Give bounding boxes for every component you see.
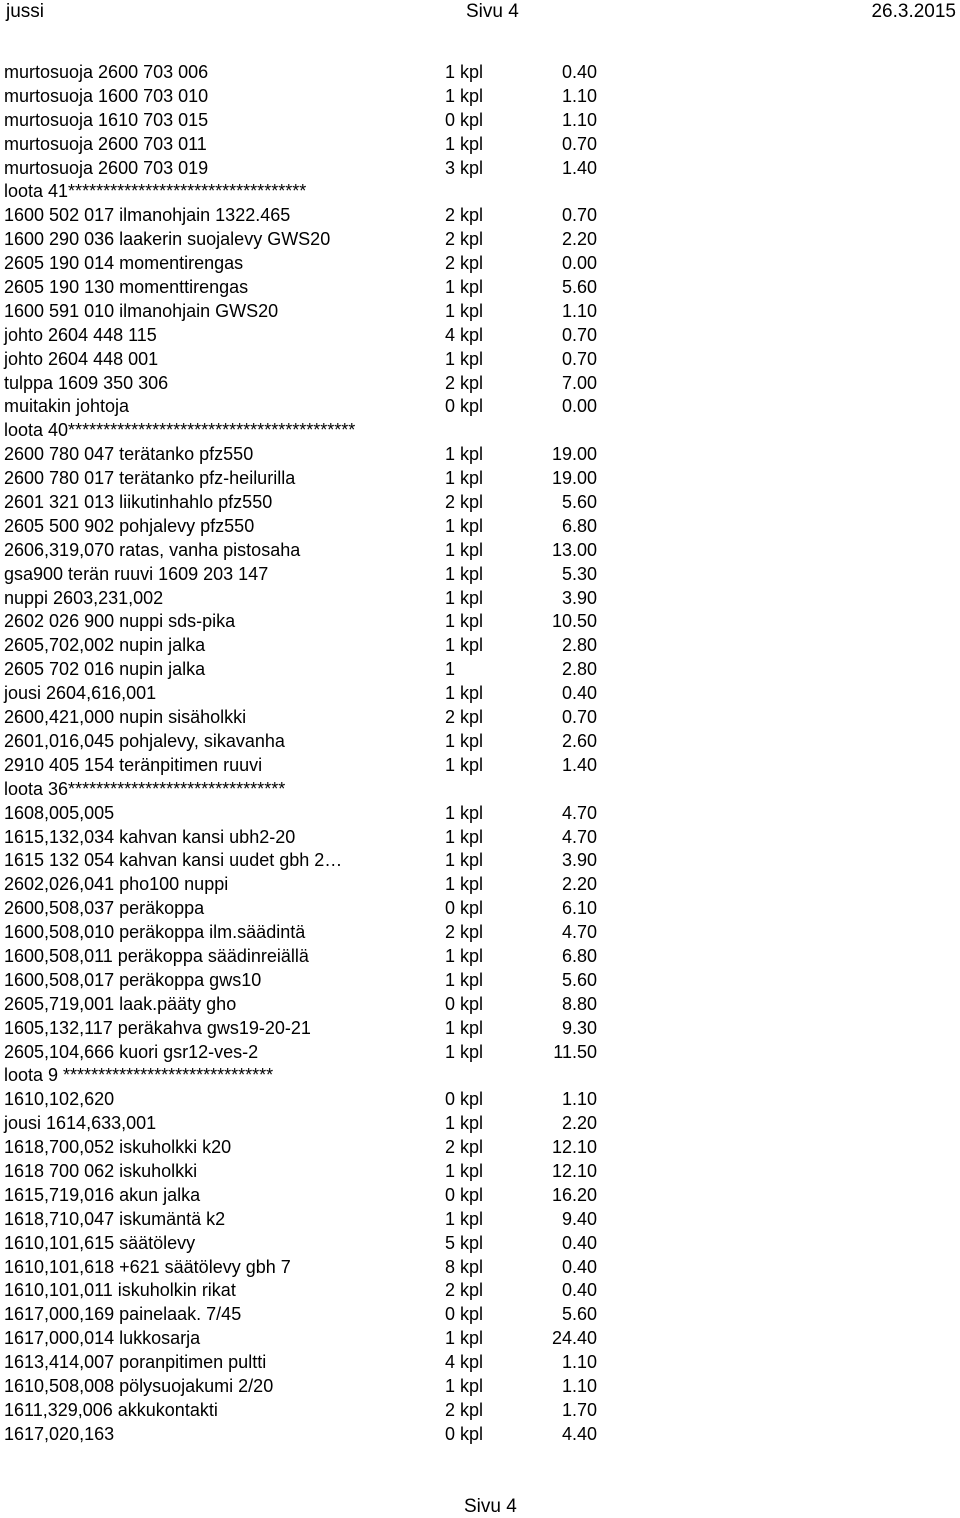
row-quantity: 2 kpl — [445, 205, 484, 226]
table-row — [0, 1423, 960, 1447]
row-price: 1.70 — [561, 1399, 597, 1420]
table-row — [0, 85, 960, 109]
row-description: 2600 780 017 terätanko pfz-heilurilla — [4, 468, 296, 489]
row-price: 5.60 — [561, 492, 597, 513]
row-description: murtosuoja 1610 703 015 — [4, 109, 209, 130]
row-description: 1608,005,005 — [4, 802, 115, 823]
row-price: 4.70 — [561, 802, 597, 823]
row-price: 2.20 — [561, 1113, 597, 1134]
row-description: 2601,016,045 pohjalevy, sikavanha — [4, 730, 285, 751]
row-description: 2605 500 902 pohjalevy pfz550 — [4, 515, 255, 536]
row-description: nuppi 2603,231,002 — [4, 587, 164, 608]
row-description: 2600,508,037 peräkoppa — [4, 898, 205, 919]
row-quantity: 1 kpl — [445, 945, 484, 966]
header-date: 26.3.2015 — [871, 1, 956, 22]
row-quantity: 1 kpl — [445, 635, 484, 656]
row-quantity: 1 kpl — [445, 444, 484, 465]
row-quantity: 2 kpl — [445, 253, 484, 274]
row-description: loota 9 ****************************** — [4, 1065, 274, 1086]
row-price: 12.10 — [551, 1137, 597, 1158]
row-price: 3.90 — [561, 587, 597, 608]
row-description: murtosuoja 2600 703 006 — [4, 62, 209, 82]
row-price: 1.10 — [561, 300, 597, 321]
row-description: 1611,329,006 akkukontakti — [4, 1399, 218, 1420]
row-description: jousi 2604,616,001 — [4, 683, 157, 704]
table-row — [0, 515, 960, 539]
table-row — [0, 276, 960, 300]
row-description: johto 2604 448 115 — [4, 324, 157, 345]
row-quantity: 1 kpl — [445, 300, 484, 321]
row-price: 1.40 — [561, 157, 597, 178]
row-price: 0.40 — [561, 683, 597, 704]
table-row — [0, 634, 960, 658]
table-row — [0, 706, 960, 730]
row-quantity: 2 kpl — [445, 1137, 484, 1158]
row-description: 1613,414,007 poranpitimen pultti — [4, 1352, 267, 1373]
parts-list — [0, 61, 960, 1447]
row-description: loota 40***************************************** — [4, 420, 356, 441]
row-description: muitakin johtoja — [4, 396, 130, 417]
row-description: 1618 700 062 iskuholkki — [4, 1160, 198, 1181]
row-price: 1.10 — [561, 1352, 597, 1373]
row-price: 0.40 — [561, 1256, 597, 1277]
row-description: 2602,026,041 pho100 nuppi — [4, 874, 229, 895]
row-quantity: 1 kpl — [445, 468, 484, 489]
row-price: 11.50 — [553, 1041, 597, 1062]
header-page: Sivu 4 — [466, 1, 519, 22]
row-description: 1610,101,615 säätölevy — [4, 1232, 196, 1253]
row-description: loota 41********************************** — [4, 181, 307, 202]
row-description: 1618,700,052 iskuholkki k20 — [4, 1137, 232, 1158]
row-quantity: 8 kpl — [445, 1256, 484, 1277]
row-description: 1618,710,047 iskumäntä k2 — [4, 1208, 226, 1229]
table-row — [0, 778, 960, 802]
row-quantity: 1 kpl — [445, 62, 484, 82]
row-quantity: 1 kpl — [445, 1160, 484, 1181]
table-row — [0, 348, 960, 372]
table-row — [0, 873, 960, 897]
table-row — [0, 1327, 960, 1351]
row-quantity: 1 kpl — [445, 1017, 484, 1038]
table-row — [0, 395, 960, 419]
row-description: 2605 190 130 momenttirengas — [4, 277, 249, 298]
row-description: murtosuoja 2600 703 011 — [4, 133, 207, 154]
row-quantity: 1 kpl — [445, 850, 484, 871]
table-row — [0, 61, 960, 85]
row-description: 1617,020,163 — [4, 1423, 115, 1444]
row-quantity: 1 kpl — [445, 826, 484, 847]
row-description: 1600,508,017 peräkoppa gws10 — [4, 969, 262, 990]
row-quantity: 1 kpl — [445, 515, 484, 536]
row-description: 2605 190 014 momentirengas — [4, 253, 244, 274]
row-quantity: 0 kpl — [445, 993, 484, 1014]
row-price: 19.00 — [551, 444, 597, 465]
row-quantity: 1 kpl — [445, 133, 484, 154]
table-row — [0, 587, 960, 611]
row-quantity: 1 kpl — [445, 611, 484, 632]
row-quantity: 1 — [445, 659, 456, 680]
row-price: 2.80 — [561, 659, 597, 680]
row-description: 2605,104,666 kuori gsr12-ves-2 — [4, 1041, 259, 1062]
row-price: 0.70 — [561, 707, 597, 728]
row-quantity: 1 kpl — [445, 874, 484, 895]
table-row — [0, 180, 960, 204]
row-description: 1610,101,618 +621 säätölevy gbh 7 — [4, 1256, 291, 1277]
row-price: 1.10 — [561, 1375, 597, 1396]
table-row — [0, 133, 960, 157]
row-price: 4.40 — [561, 1423, 597, 1444]
table-row — [0, 802, 960, 826]
row-description: 2601 321 013 liikutinhahlo pfz550 — [4, 492, 273, 513]
row-quantity: 0 kpl — [445, 109, 484, 130]
row-price: 13.00 — [551, 539, 597, 560]
table-row — [0, 1351, 960, 1375]
table-row — [0, 849, 960, 873]
row-quantity: 1 kpl — [445, 1113, 484, 1134]
row-description: 1600 591 010 ilmanohjain GWS20 — [4, 300, 279, 321]
row-price: 1.10 — [561, 1089, 597, 1110]
table-row — [0, 1160, 960, 1184]
row-quantity: 1 kpl — [445, 1041, 484, 1062]
row-description: jousi 1614,633,001 — [4, 1113, 157, 1134]
row-price: 9.40 — [561, 1208, 597, 1229]
row-quantity: 0 kpl — [445, 1089, 484, 1110]
row-quantity: 3 kpl — [445, 157, 484, 178]
row-price: 8.80 — [561, 993, 597, 1014]
table-row — [0, 730, 960, 754]
table-row — [0, 897, 960, 921]
table-row — [0, 1208, 960, 1232]
header-author: jussi — [6, 1, 45, 22]
table-row — [0, 1399, 960, 1423]
table-row — [0, 1303, 960, 1327]
row-quantity: 4 kpl — [445, 1352, 484, 1373]
row-price: 1.40 — [561, 754, 597, 775]
row-description: 1610,102,620 — [4, 1089, 115, 1110]
table-row — [0, 1256, 960, 1280]
row-quantity: 0 kpl — [445, 1184, 484, 1205]
table-row — [0, 1041, 960, 1065]
row-quantity: 2 kpl — [445, 707, 484, 728]
table-row — [0, 1232, 960, 1256]
row-price: 12.10 — [551, 1160, 597, 1181]
table-row — [0, 443, 960, 467]
row-price: 0.40 — [561, 1232, 597, 1253]
table-row — [0, 1112, 960, 1136]
row-description: murtosuoja 2600 703 019 — [4, 157, 209, 178]
row-description: 1600 290 036 laakerin suojalevy GWS20 — [4, 229, 331, 250]
row-description: gsa900 terän ruuvi 1609 203 147 — [4, 563, 269, 584]
row-quantity: 0 kpl — [445, 396, 484, 417]
row-price: 2.80 — [561, 635, 597, 656]
row-price: 6.80 — [561, 945, 597, 966]
row-description: murtosuoja 1600 703 010 — [4, 85, 209, 106]
row-quantity: 1 kpl — [445, 587, 484, 608]
row-price: 5.60 — [561, 969, 597, 990]
row-description: 1615,719,016 akun jalka — [4, 1184, 201, 1205]
table-row — [0, 491, 960, 515]
row-quantity: 1 kpl — [445, 1208, 484, 1229]
row-description: 1610,508,008 pölysuojakumi 2/20 — [4, 1375, 274, 1396]
row-price: 2.60 — [561, 730, 597, 751]
row-description: 2605 702 016 nupin jalka — [4, 659, 206, 680]
table-row — [0, 1375, 960, 1399]
row-quantity: 1 kpl — [445, 563, 484, 584]
table-row — [0, 204, 960, 228]
row-price: 9.30 — [561, 1017, 597, 1038]
row-price: 6.10 — [561, 898, 597, 919]
row-price: 16.20 — [551, 1184, 597, 1205]
row-description: johto 2604 448 001 — [4, 348, 159, 369]
row-price: 1.10 — [561, 85, 597, 106]
row-quantity: 2 kpl — [445, 1280, 484, 1301]
row-quantity: 1 kpl — [445, 730, 484, 751]
row-quantity: 2 kpl — [445, 492, 484, 513]
page-footer: Sivu 4 — [464, 1496, 517, 1517]
table-row — [0, 372, 960, 396]
row-price: 2.20 — [561, 229, 597, 250]
row-description: 1600,508,011 peräkoppa säädinreiällä — [4, 945, 309, 966]
row-price: 0.70 — [561, 133, 597, 154]
row-quantity: 0 kpl — [445, 1423, 484, 1444]
row-price: 0.40 — [561, 62, 597, 82]
row-description: 1600,508,010 peräkoppa ilm.säädintä — [4, 922, 306, 943]
row-price: 5.30 — [561, 563, 597, 584]
row-description: 1600 502 017 ilmanohjain 1322.465 — [4, 205, 291, 226]
row-description: 2600 780 047 terätanko pfz550 — [4, 444, 254, 465]
row-description: 1615,132,034 kahvan kansi ubh2-20 — [4, 826, 296, 847]
row-description: 1610,101,011 iskuholkin rikat — [4, 1280, 236, 1301]
row-price: 0.70 — [561, 348, 597, 369]
table-row — [0, 419, 960, 443]
row-quantity: 2 kpl — [445, 372, 484, 393]
row-description: tulppa 1609 350 306 — [4, 372, 169, 393]
row-price: 4.70 — [561, 826, 597, 847]
table-row — [0, 826, 960, 850]
row-quantity: 2 kpl — [445, 229, 484, 250]
row-description: 2602 026 900 nuppi sds-pika — [4, 611, 236, 632]
table-row — [0, 1017, 960, 1041]
table-row — [0, 754, 960, 778]
row-quantity: 1 kpl — [445, 85, 484, 106]
row-price: 7.00 — [561, 372, 597, 393]
row-description: 2910 405 154 teränpitimen ruuvi — [4, 754, 263, 775]
table-row — [0, 969, 960, 993]
row-quantity: 1 kpl — [445, 754, 484, 775]
table-row — [0, 945, 960, 969]
row-quantity: 1 kpl — [445, 1375, 484, 1396]
table-row — [0, 109, 960, 133]
row-price: 0.40 — [561, 1280, 597, 1301]
row-price: 0.00 — [561, 253, 597, 274]
row-price: 0.70 — [561, 205, 597, 226]
row-quantity: 0 kpl — [445, 1304, 484, 1325]
row-price: 2.20 — [561, 874, 597, 895]
row-description: 1605,132,117 peräkahva gws19-20-21 — [4, 1017, 311, 1038]
table-row — [0, 682, 960, 706]
row-price: 5.60 — [561, 1304, 597, 1325]
row-quantity: 1 kpl — [445, 969, 484, 990]
row-description: 1617,000,169 painelaak. 7/45 — [4, 1304, 242, 1325]
table-row — [0, 157, 960, 181]
row-price: 1.10 — [561, 109, 597, 130]
row-price: 24.40 — [551, 1328, 597, 1349]
row-quantity: 1 kpl — [445, 1328, 484, 1349]
row-quantity: 2 kpl — [445, 1399, 484, 1420]
row-quantity: 2 kpl — [445, 922, 484, 943]
row-description: loota 36******************************* — [4, 778, 286, 799]
row-description: 1615 132 054 kahvan kansi uudet gbh 2… — [4, 850, 343, 871]
table-row — [0, 1088, 960, 1112]
row-quantity: 0 kpl — [445, 898, 484, 919]
row-price: 4.70 — [561, 922, 597, 943]
row-quantity: 1 kpl — [445, 539, 484, 560]
row-description: 2606,319,070 ratas, vanha pistosaha — [4, 539, 301, 560]
row-description: 2605,702,002 nupin jalka — [4, 635, 206, 656]
row-quantity: 5 kpl — [445, 1232, 484, 1253]
row-description: 2600,421,000 nupin sisäholkki — [4, 707, 247, 728]
row-description: 2605,719,001 laak.pääty gho — [4, 993, 237, 1014]
table-row — [0, 228, 960, 252]
row-quantity: 1 kpl — [445, 802, 484, 823]
table-row — [0, 1136, 960, 1160]
page-header — [0, 0, 960, 24]
row-price: 5.60 — [561, 277, 597, 298]
table-row — [0, 921, 960, 945]
row-quantity: 1 kpl — [445, 683, 484, 704]
row-price: 19.00 — [551, 468, 597, 489]
table-row — [0, 610, 960, 634]
row-quantity: 1 kpl — [445, 348, 484, 369]
table-row — [0, 563, 960, 587]
table-row — [0, 1184, 960, 1208]
table-row — [0, 1064, 960, 1088]
table-row — [0, 467, 960, 491]
table-row — [0, 1279, 960, 1303]
table-row — [0, 658, 960, 682]
row-quantity: 4 kpl — [445, 324, 484, 345]
table-row — [0, 993, 960, 1017]
table-row — [0, 252, 960, 276]
table-row — [0, 300, 960, 324]
row-price: 0.70 — [561, 324, 597, 345]
row-price: 3.90 — [561, 850, 597, 871]
row-price: 6.80 — [561, 515, 597, 536]
row-description: 1617,000,014 lukkosarja — [4, 1328, 201, 1349]
table-row — [0, 324, 960, 348]
row-quantity: 1 kpl — [445, 277, 484, 298]
row-price: 0.00 — [561, 396, 597, 417]
table-row — [0, 539, 960, 563]
row-price: 10.50 — [551, 611, 597, 632]
